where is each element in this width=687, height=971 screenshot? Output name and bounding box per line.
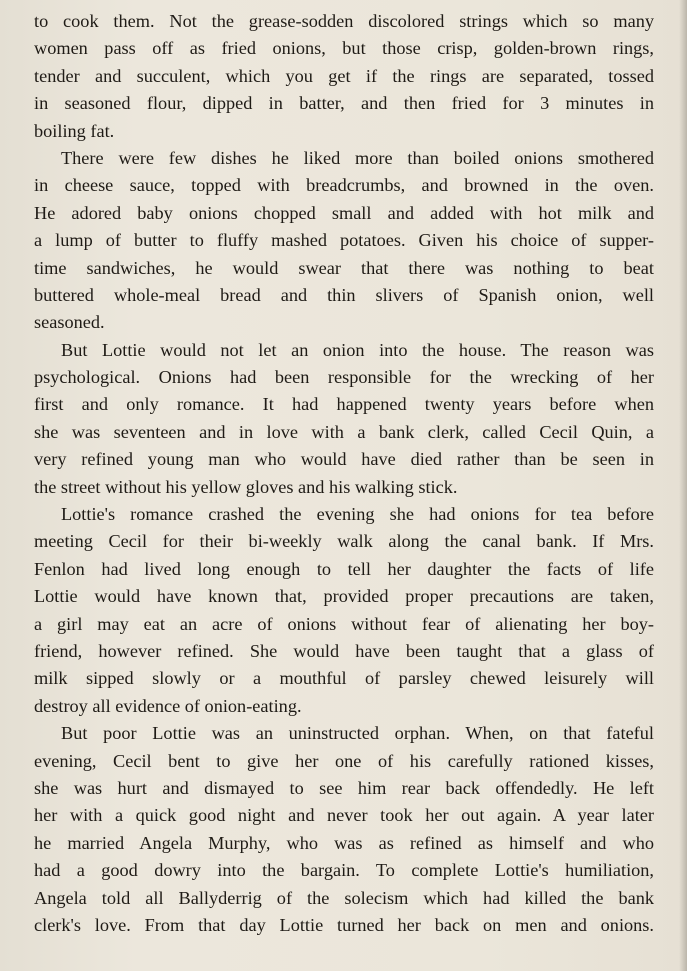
text-line: psychological. Onions had been responsible for the wrecking of her	[34, 367, 654, 388]
text-line: destroy all evidence of onion-eating.	[34, 695, 302, 716]
text-line: the street without his yellow gloves and his walking stick.	[34, 476, 458, 497]
text-line: Angela told all Ballyderrig of the solecism which had killed the bank	[34, 887, 654, 908]
text-line: Lottie's romance crashed the evening she had onions for tea before	[61, 504, 654, 525]
paragraph	[34, 720, 654, 939]
text-line: women pass off as fried onions, but those crisp, golden-brown rings,	[34, 38, 654, 59]
text-line: Lottie would have known that, provided proper precautions are taken,	[34, 586, 654, 607]
paragraph	[34, 337, 654, 501]
paragraph	[34, 145, 654, 337]
text-line: boiling fat.	[34, 120, 115, 141]
text-line: in cheese sauce, topped with breadcrumbs, and browned in the oven.	[34, 175, 654, 196]
paragraph	[34, 8, 654, 145]
page-edge-shadow	[679, 0, 687, 971]
text-line: But poor Lottie was an uninstructed orphan. When, on that fateful	[61, 723, 654, 744]
text-line: friend, however refined. She would have been taught that a glass of	[34, 640, 654, 661]
text-line: had a good dowry into the bargain. To complete Lottie's humiliation,	[34, 860, 654, 881]
text-line: milk sipped slowly or a mouthful of parsley chewed leisurely will	[34, 668, 654, 689]
text-line: in seasoned flour, dipped in batter, and then fried for 3 minutes in	[34, 93, 654, 114]
text-line: evening, Cecil bent to give her one of his carefully rationed kisses,	[34, 750, 654, 771]
text-line: But Lottie would not let an onion into the house. The reason was	[61, 339, 654, 360]
page-text	[34, 8, 654, 939]
text-line: seasoned.	[34, 312, 105, 333]
paragraph	[34, 501, 654, 720]
text-line: he married Angela Murphy, who was as refined as himself and who	[34, 832, 654, 853]
text-line: clerk's love. From that day Lottie turned her back on men and onions.	[34, 914, 654, 935]
text-line: very refined young man who would have died rather than be seen in	[34, 449, 654, 470]
text-line: a lump of butter to fluffy mashed potatoes. Given his choice of supper-	[34, 230, 654, 251]
text-line: There were few dishes he liked more than boiled onions smothered	[61, 147, 654, 168]
text-line: time sandwiches, he would swear that there was nothing to beat	[34, 257, 654, 278]
text-line: to cook them. Not the grease-sodden discolored strings which so many	[34, 11, 654, 31]
text-line: first and only romance. It had happened twenty years before when	[34, 394, 654, 415]
text-line: a girl may eat an acre of onions without fear of alienating her boy-	[34, 613, 654, 634]
text-line: tender and succulent, which you get if the rings are separated, tossed	[34, 65, 654, 86]
text-line: her with a quick good night and never took her out again. A year later	[34, 805, 654, 826]
text-line: she was hurt and dismayed to see him rear back offendedly. He left	[34, 777, 654, 798]
text-line: buttered whole-meal bread and thin slivers of Spanish onion, well	[34, 284, 654, 305]
text-line: He adored baby onions chopped small and added with hot milk and	[34, 202, 654, 223]
text-line: meeting Cecil for their bi-weekly walk along the canal bank. If Mrs.	[34, 531, 654, 552]
text-line: Fenlon had lived long enough to tell her daughter the facts of life	[34, 558, 654, 579]
text-line: she was seventeen and in love with a bank clerk, called Cecil Quin, a	[34, 421, 654, 442]
